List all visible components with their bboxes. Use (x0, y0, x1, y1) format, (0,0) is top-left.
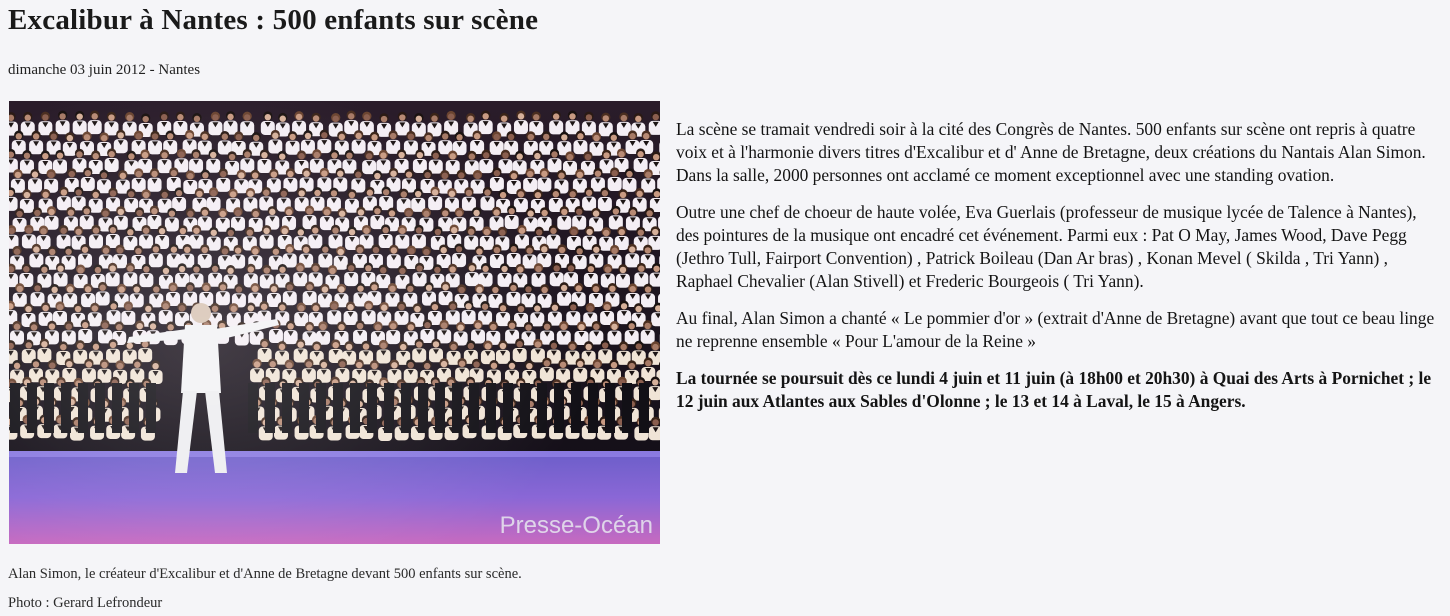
paragraph: Outre une chef de choeur de haute volée, Eva Guerlais (professeur de musique lycée de Talence à Nantes), des pointures de la musique ont encadré cet événement. Parmi eux : Pat O May, James Wood, Dave Pegg (Jethro Tull, Fairport Convention) , Patrick Boileau (Dan Ar bras) , Konan Mevel ( Skilda , Tri Yann) , Raphael Chevalier (Alan Stivell) et Frederic Bourgeois ( Tri Yann). (676, 202, 1417, 291)
photo-credit: Photo : Gerard Lefrondeur (8, 595, 163, 611)
tour-info: La tournée se poursuit dès ce lundi 4 juin et 11 juin (à 18h00 et 20h30) à Quai des Arts à Pornichet ; le 12 juin aux Atlantes aux Sables d'Olonne ; le 13 et 14 à Laval, le 15 à Angers. (676, 368, 1432, 411)
paragraph: La scène se tramait vendredi soir à la cité des Congrès de Nantes. 500 enfants sur scène ont repris à quatre voix et à l'harmonie divers titres d'Excalibur et d' Anne de Bretagne, deux créations du Nantais Alan Simon. Dans la salle, 2000 personnes ont acclamé ce moment exceptionnel avec une standing ovation. (676, 119, 1426, 185)
paragraph: Au final, Alan Simon a chanté « Le pommier d'or » (extrait d'Anne de Bretagne) avant que tout ce beau linge ne reprenne ensemble « Pour L'amour de la Reine » (676, 308, 1435, 351)
article-body (676, 118, 1442, 427)
article-photo (9, 101, 660, 544)
photo-caption: Alan Simon, le créateur d'Excalibur et d'Anne de Bretagne devant 500 enfants sur scène. (8, 566, 522, 582)
dateline: dimanche 03 juin 2012 - Nantes (8, 62, 201, 78)
photo-watermark: Presse-Océan (499, 512, 653, 539)
page-title: Excalibur à Nantes : 500 enfants sur scène (8, 4, 539, 36)
